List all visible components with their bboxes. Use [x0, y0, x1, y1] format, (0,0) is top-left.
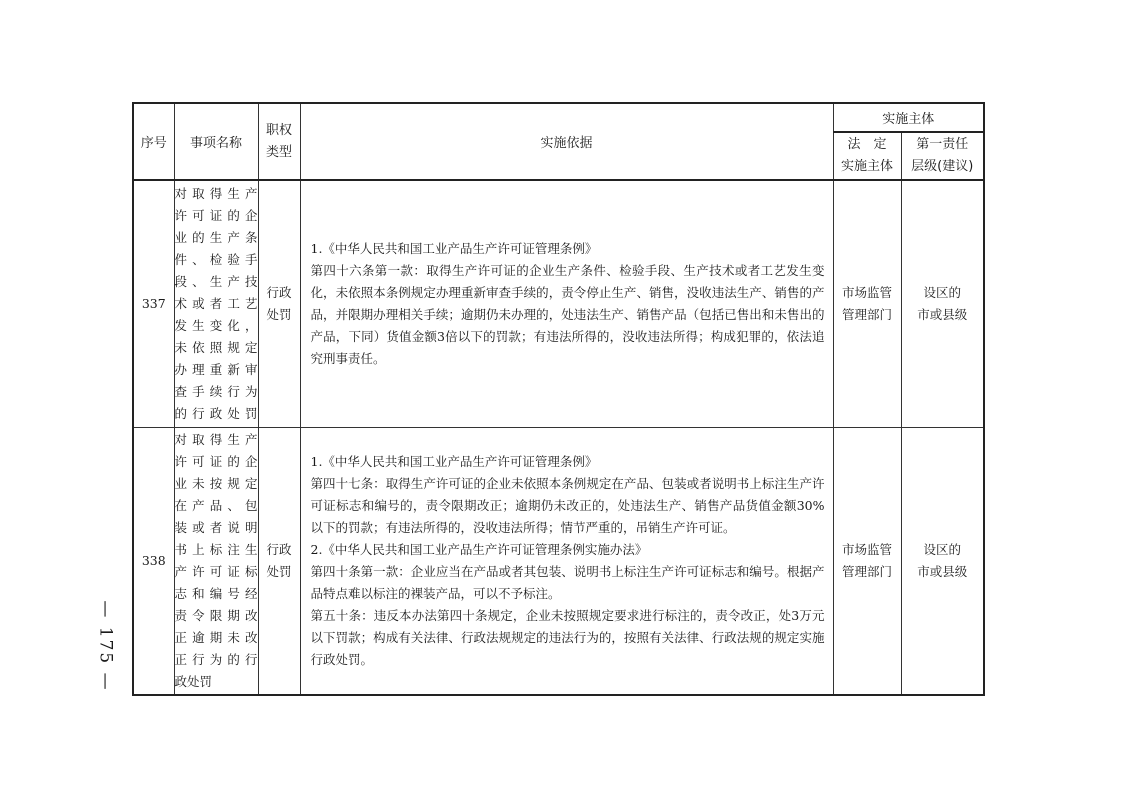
row-responsibility-level — [901, 427, 984, 695]
item-name-line: 许可证的企 — [174, 207, 258, 223]
header-power-type-line2: 类型 — [265, 144, 292, 160]
power-type-line2: 处罚 — [266, 306, 292, 322]
table-row — [133, 180, 984, 427]
header-legal-subject — [833, 132, 901, 180]
item-name-line: 件、检验手 — [174, 251, 258, 267]
header-responsibility-level-line1: 第一责任 — [916, 137, 969, 152]
power-type-line1: 行政 — [266, 541, 292, 557]
page-number — [86, 596, 126, 696]
item-name-line: 术或者工艺 — [174, 295, 258, 311]
row-legal-subject — [833, 427, 901, 695]
item-name-line: 装或者说明 — [174, 519, 258, 535]
powers-table — [132, 102, 985, 696]
basis-paragraph: 2.《中华人民共和国工业产品生产许可证管理条例实施办法》 — [310, 541, 648, 557]
table-row — [133, 427, 984, 695]
row-basis — [300, 180, 833, 427]
legal-subject-line2: 管理部门 — [841, 563, 892, 579]
row-legal-subject — [833, 180, 901, 427]
basis-paragraph: 第四十条第一款：企业应当在产品或者其包装、说明书上标注生产许可证标志和编号。根据产品特点难以标注的裸装产品，可以不予标注。 — [310, 563, 825, 601]
responsibility-level-line2: 市或县级 — [917, 563, 968, 579]
header-seq: 序号 — [133, 103, 174, 180]
legal-subject-line1: 市场监管 — [841, 284, 892, 300]
row-item-name — [174, 180, 258, 427]
responsibility-level-line1: 设区的 — [923, 541, 962, 557]
item-name-line: 查手续行为 — [174, 383, 258, 399]
item-name-line: 业未按规定 — [174, 475, 258, 491]
responsibility-level-line1: 设区的 — [923, 284, 962, 300]
header-legal-subject-line1: 法 定 — [847, 137, 887, 152]
row-power-type — [258, 180, 300, 427]
basis-paragraph: 第四十七条：取得生产许可证的企业未依照本条例规定在产品、包装或者说明书上标注生产许可证标志和编号的，责令限期改正；逾期仍未改正的，处违法生产、销售产品货值金额30%以下的罚款；有违法所得的，没收违法所得；情节严重的，吊销生产许可证。 — [310, 475, 825, 535]
item-name-line: 书上标注生 — [174, 541, 258, 557]
header-power-type — [258, 103, 300, 180]
item-name-line: 正行为的行 — [174, 651, 258, 667]
item-name-line: 许可证的企 — [174, 453, 258, 469]
row-item-name — [174, 427, 258, 695]
power-type-line1: 行政 — [266, 284, 292, 300]
item-name-line: 办理重新审 — [174, 361, 258, 377]
item-name-line: 的行政处罚 — [174, 405, 258, 421]
item-name-line: 对取得生产 — [174, 185, 258, 201]
basis-paragraph: 第五十条：违反本办法第四十条规定，企业未按照规定要求进行标注的，责令改正，处3万元以下罚款；构成有关法律、行政法规规定的违法行为的，按照有关法律、行政法规的规定实施行政处罚。 — [310, 607, 825, 667]
row-responsibility-level — [901, 180, 984, 427]
item-name-line: 对取得生产 — [174, 431, 258, 447]
item-name-line: 发生变化， — [174, 317, 258, 333]
header-responsibility-level-line2: 层级(建议) — [911, 159, 974, 174]
row-basis — [300, 427, 833, 695]
header-subject: 实施主体 — [833, 103, 984, 132]
row-seq: 338 — [133, 427, 174, 695]
item-name-line: 正逾期未改 — [174, 629, 258, 645]
header-basis: 实施依据 — [300, 103, 833, 180]
basis-paragraph: 1.《中华人民共和国工业产品生产许可证管理条例》 — [310, 453, 598, 469]
header-legal-subject-line2: 实施主体 — [840, 159, 893, 174]
item-name-line: 志和编号经 — [174, 585, 258, 601]
header-item-name: 事项名称 — [174, 103, 258, 180]
responsibility-level-line2: 市或县级 — [917, 306, 968, 322]
row-power-type — [258, 427, 300, 695]
item-name-line: 责令限期改 — [174, 607, 258, 623]
basis-paragraph: 第四十六条第一款：取得生产许可证的企业生产条件、检验手段、生产技术或者工艺发生变化，未依照本条例规定办理重新审查手续的，责令停止生产、销售，没收违法生产、销售的产品，并限期办理相关手续；逾期仍未办理的，处违法生产、销售产品（包括已售出和未售出的产品，下同）货值金额3倍以下的罚款；有违法所得的，没收违法所得；构成犯罪的，依法追究刑事责任。 — [310, 262, 825, 366]
legal-subject-line2: 管理部门 — [841, 306, 892, 322]
item-name-line: 政处罚 — [174, 673, 213, 689]
page-number-text: — 175 — — [96, 600, 117, 692]
item-name-line: 业的生产条 — [174, 229, 258, 245]
legal-subject-line1: 市场监管 — [841, 541, 892, 557]
header-power-type-line1: 职权 — [265, 122, 292, 138]
row-seq: 337 — [133, 180, 174, 427]
power-type-line2: 处罚 — [266, 563, 292, 579]
header-responsibility-level — [901, 132, 984, 180]
item-name-line: 未依照规定 — [174, 339, 258, 355]
basis-paragraph: 1.《中华人民共和国工业产品生产许可证管理条例》 — [310, 240, 598, 256]
item-name-line: 产许可证标 — [174, 563, 258, 579]
item-name-line: 段、生产技 — [174, 273, 258, 289]
item-name-line: 在产品、包 — [174, 497, 258, 513]
